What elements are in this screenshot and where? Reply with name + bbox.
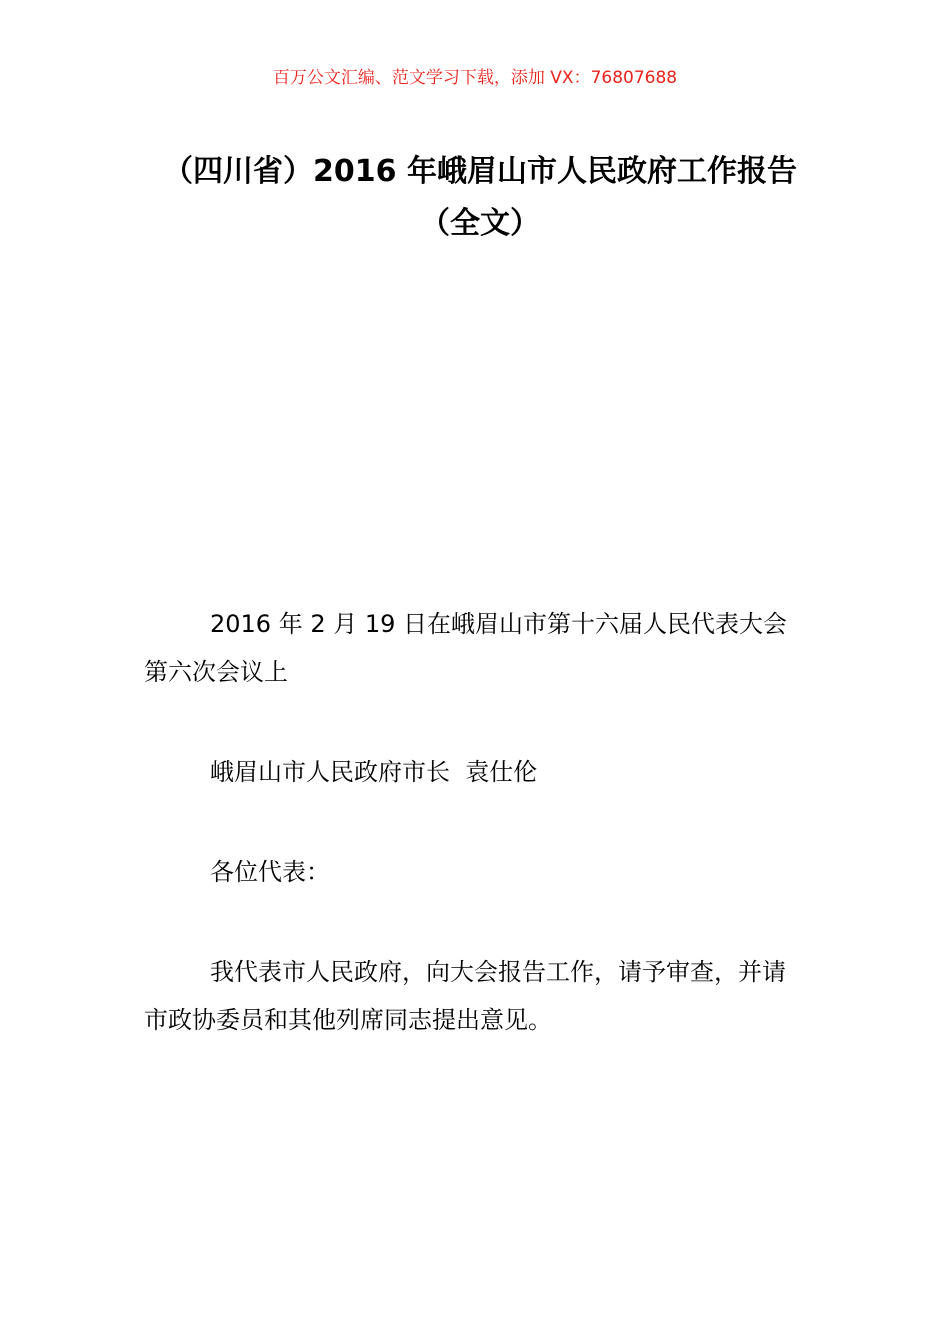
speaker-line: 峨眉山市人民政府市长 袁仕伦 — [210, 758, 538, 786]
document-title: （四川省）2016 年峨眉山市人民政府工作报告（全文） — [163, 154, 797, 241]
salutation: 各位代表： — [210, 858, 330, 886]
header-note: 百万公文汇编、范文学习下载，添加 VX：76807688 — [272, 68, 678, 88]
opening-paragraph: 我代表市人民政府，向大会报告工作，请予审查，并请市政协委员和其他列席同志提出意见。 — [144, 958, 786, 1034]
meeting-info-paragraph: 2016 年 2 月 19 日在峨眉山市第十六届人民代表大会第六次会议上 — [144, 610, 788, 686]
